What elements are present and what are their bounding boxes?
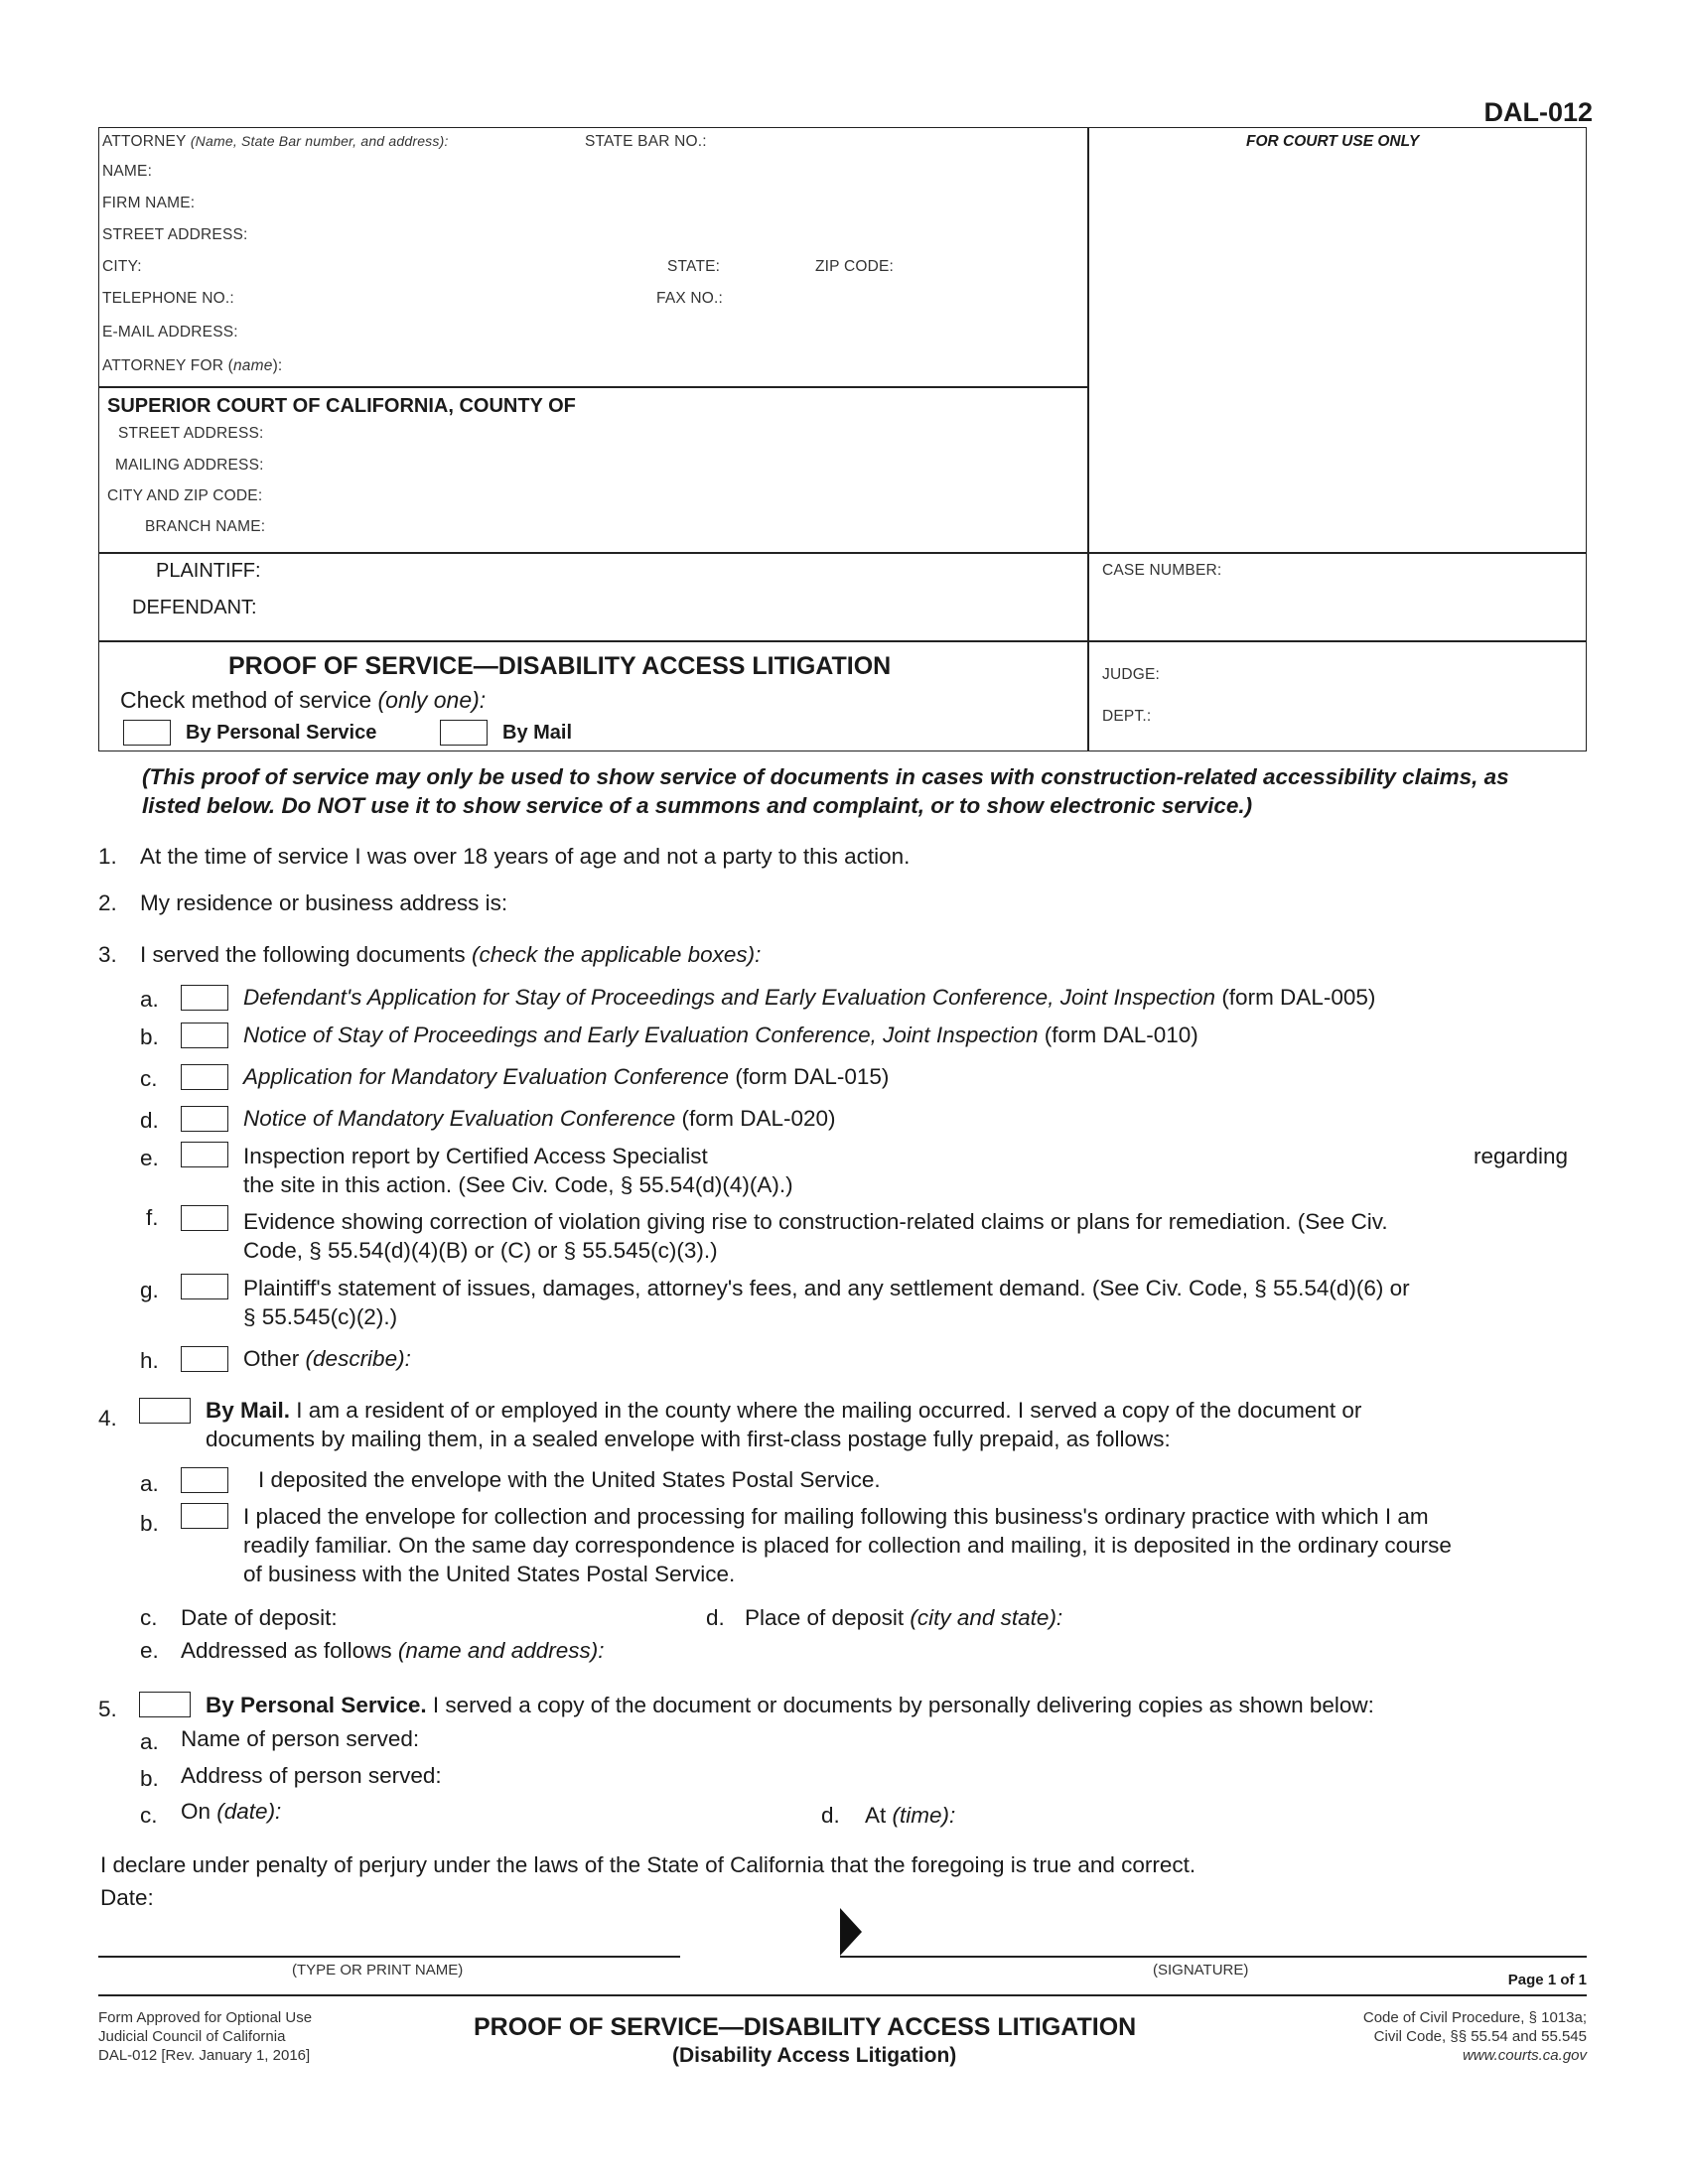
doc-b-text: Notice of Stay of Proceedings and Early Evaluation Conference, Joint Inspection (form DAL-010) bbox=[243, 1023, 1198, 1047]
doc-e-checkbox[interactable] bbox=[181, 1142, 228, 1167]
signature-arrow-icon bbox=[840, 1908, 862, 1961]
doc-f-text-line2: Code, § 55.54(d)(4)(B) or (C) or § 55.545(c)(3).) bbox=[243, 1238, 718, 1263]
doc-b-letter: b. bbox=[140, 1024, 159, 1049]
by-mail-checkbox[interactable] bbox=[139, 1398, 191, 1424]
doc-f-letter: f. bbox=[146, 1205, 159, 1230]
signature-line[interactable] bbox=[840, 1956, 1587, 1958]
footer-left-line3: DAL-012 [Rev. January 1, 2016] bbox=[98, 2047, 311, 2064]
footer-left-line1: Form Approved for Optional Use bbox=[98, 2009, 313, 2026]
email-label[interactable]: E-MAIL ADDRESS: bbox=[102, 324, 238, 341]
court-parties-divider bbox=[98, 552, 1587, 554]
place-of-deposit-label[interactable]: Place of deposit (city and state): bbox=[745, 1605, 1063, 1630]
item-1-text: At the time of service I was over 18 years of age and not a party to this action. bbox=[140, 844, 911, 869]
attorney-state-label[interactable]: STATE: bbox=[667, 258, 721, 275]
doc-g-checkbox[interactable] bbox=[181, 1274, 228, 1299]
doc-h-letter: h. bbox=[140, 1348, 159, 1373]
doc-h-checkbox[interactable] bbox=[181, 1346, 228, 1372]
item-4b-text-line3: of business with the United States Postal Service. bbox=[243, 1562, 736, 1586]
doc-c-letter: c. bbox=[140, 1066, 158, 1091]
doc-f-checkbox[interactable] bbox=[181, 1205, 228, 1231]
item-4-text-line1: By Mail. I am a resident of or employed in the county where the mailing occurred. I served a copy of the document or bbox=[206, 1398, 1362, 1423]
doc-b-checkbox[interactable] bbox=[181, 1023, 228, 1048]
doc-a-text: Defendant's Application for Stay of Proceedings and Early Evaluation Conference, Joint Inspection (form DAL-005) bbox=[243, 985, 1376, 1010]
footer-subtitle: (Disability Access Litigation) bbox=[672, 2044, 957, 2067]
judge-label[interactable]: JUDGE: bbox=[1102, 666, 1161, 683]
declaration-date-label[interactable]: Date: bbox=[100, 1885, 154, 1910]
doc-e-regarding: regarding bbox=[1474, 1144, 1569, 1168]
doc-e-text-line2: the site in this action. (See Civ. Code, § 55.54(d)(4)(A).) bbox=[243, 1172, 793, 1197]
court-mailing-label[interactable]: MAILING ADDRESS: bbox=[115, 457, 264, 474]
doc-a-letter: a. bbox=[140, 987, 159, 1012]
item-4a-letter: a. bbox=[140, 1471, 159, 1496]
form-title: PROOF OF SERVICE—DISABILITY ACCESS LITIGATION bbox=[228, 652, 892, 680]
item-5-number: 5. bbox=[98, 1697, 117, 1721]
fax-label[interactable]: FAX NO.: bbox=[656, 290, 724, 307]
addressed-as-label[interactable]: Addressed as follows (name and address): bbox=[181, 1638, 605, 1663]
case-number-label[interactable]: CASE NUMBER: bbox=[1102, 562, 1222, 579]
doc-e-text: Inspection report by Certified Access Specialist bbox=[243, 1144, 708, 1168]
doc-h-text: Other (describe): bbox=[243, 1346, 411, 1371]
doc-g-letter: g. bbox=[140, 1278, 159, 1302]
footer-rule bbox=[98, 1994, 1587, 1996]
item-1-number: 1. bbox=[98, 844, 117, 869]
footer-left-line2: Judicial Council of California bbox=[98, 2028, 286, 2045]
item-4b-text-line2: readily familiar. On the same day correspondence is placed for collection and mailing, it is deposited in the ordinary course bbox=[243, 1533, 1452, 1558]
item-4-text-line2: documents by mailing them, in a sealed envelope with first-class postage fully prepaid, as follows: bbox=[206, 1427, 1171, 1451]
plaintiff-label[interactable]: PLAINTIFF: bbox=[156, 560, 261, 582]
doc-d-text: Notice of Mandatory Evaluation Conference (form DAL-020) bbox=[243, 1106, 836, 1131]
served-date-label[interactable]: On (date): bbox=[181, 1799, 282, 1824]
served-time-label[interactable]: At (time): bbox=[865, 1803, 956, 1828]
method-personal-checkbox[interactable] bbox=[123, 720, 171, 746]
doc-e-letter: e. bbox=[140, 1146, 159, 1170]
perjury-declaration: I declare under penalty of perjury under the laws of the State of California that the foregoing is true and correct. bbox=[100, 1852, 1196, 1877]
item-4b-checkbox[interactable] bbox=[181, 1503, 228, 1529]
doc-g-text-line1: Plaintiff's statement of issues, damages, attorney's fees, and any settlement demand. (See Civ. Code, § 55.54(d)(6) or bbox=[243, 1276, 1410, 1300]
item-4b-letter: b. bbox=[140, 1511, 159, 1536]
doc-d-checkbox[interactable] bbox=[181, 1106, 228, 1132]
item-4-number: 4. bbox=[98, 1406, 117, 1431]
page-number: Page 1 of 1 bbox=[1507, 1972, 1587, 1988]
parties-title-divider bbox=[98, 640, 1587, 642]
item-4a-checkbox[interactable] bbox=[181, 1467, 228, 1493]
attorney-for-label[interactable]: ATTORNEY FOR (name): bbox=[102, 357, 283, 374]
defendant-label[interactable]: DEFENDANT: bbox=[132, 597, 257, 618]
item-4a-text: I deposited the envelope with the United States Postal Service. bbox=[258, 1467, 881, 1492]
doc-c-checkbox[interactable] bbox=[181, 1064, 228, 1090]
item-3-number: 3. bbox=[98, 942, 117, 967]
attorney-court-divider bbox=[98, 386, 1088, 388]
item-4e-letter: e. bbox=[140, 1638, 159, 1663]
caption-divider bbox=[1087, 127, 1089, 751]
attorney-city-label[interactable]: CITY: bbox=[102, 258, 142, 275]
item-5a-letter: a. bbox=[140, 1729, 159, 1754]
footer-website-link[interactable]: www.courts.ca.gov bbox=[1462, 2047, 1587, 2064]
attorney-street-label[interactable]: STREET ADDRESS: bbox=[102, 226, 248, 243]
method-mail-label: By Mail bbox=[502, 722, 573, 744]
state-bar-label: STATE BAR NO.: bbox=[585, 133, 707, 150]
footer-title: PROOF OF SERVICE—DISABILITY ACCESS LITIGATION bbox=[474, 2013, 1137, 2041]
by-personal-service-checkbox[interactable] bbox=[139, 1692, 191, 1717]
item-2-number: 2. bbox=[98, 890, 117, 915]
check-method-label: Check method of service (only one): bbox=[120, 687, 487, 713]
item-4d-letter: d. bbox=[706, 1605, 725, 1630]
court-use-heading: FOR COURT USE ONLY bbox=[1246, 133, 1420, 150]
person-served-address-label[interactable]: Address of person served: bbox=[181, 1763, 442, 1788]
item-4b-text-line1: I placed the envelope for collection and processing for mailing following this business's ordinary practice with which I am bbox=[243, 1504, 1429, 1529]
attorney-heading: ATTORNEY (Name, State Bar number, and address): bbox=[102, 133, 449, 150]
doc-f-text-line1: Evidence showing correction of violation giving rise to construction-related claims or plans for remediation. (See Civ. bbox=[243, 1209, 1388, 1234]
usage-notice: (This proof of service may only be used to show service of documents in cases with construction-related accessibility claims, as listed below. Do NOT use it to show service of a summons and complaint, or to show electronic service.) bbox=[142, 764, 1509, 818]
form-id: DAL-012 bbox=[1483, 97, 1593, 127]
court-street-label[interactable]: STREET ADDRESS: bbox=[118, 425, 264, 442]
attorney-name-label[interactable]: NAME: bbox=[102, 163, 153, 180]
print-name-line[interactable] bbox=[98, 1956, 680, 1958]
signature-caption: (SIGNATURE) bbox=[1153, 1962, 1249, 1979]
court-title: SUPERIOR COURT OF CALIFORNIA, COUNTY OF bbox=[107, 395, 576, 417]
attorney-zip-label[interactable]: ZIP CODE: bbox=[815, 258, 895, 275]
dept-label[interactable]: DEPT.: bbox=[1102, 708, 1152, 725]
telephone-label[interactable]: TELEPHONE NO.: bbox=[102, 290, 234, 307]
court-cityzip-label[interactable]: CITY AND ZIP CODE: bbox=[107, 487, 263, 504]
date-of-deposit-label[interactable]: Date of deposit: bbox=[181, 1605, 338, 1630]
item-2-text: My residence or business address is: bbox=[140, 890, 508, 915]
item-5c-letter: c. bbox=[140, 1803, 158, 1828]
method-mail-checkbox[interactable] bbox=[440, 720, 488, 746]
firm-name-label[interactable]: FIRM NAME: bbox=[102, 195, 196, 211]
doc-g-text-line2: § 55.545(c)(2).) bbox=[243, 1304, 398, 1329]
item-5d-letter: d. bbox=[821, 1803, 840, 1828]
item-5-text: By Personal Service. I served a copy of the document or documents by personally delivering copies as shown below: bbox=[206, 1693, 1374, 1717]
footer-right-line2: Civil Code, §§ 55.54 and 55.545 bbox=[1373, 2028, 1587, 2045]
method-personal-label: By Personal Service bbox=[186, 722, 377, 744]
item-5b-letter: b. bbox=[140, 1766, 159, 1791]
court-branch-label[interactable]: BRANCH NAME: bbox=[145, 518, 266, 535]
print-name-caption: (TYPE OR PRINT NAME) bbox=[292, 1962, 464, 1979]
doc-a-checkbox[interactable] bbox=[181, 985, 228, 1011]
doc-c-text: Application for Mandatory Evaluation Conference (form DAL-015) bbox=[243, 1064, 890, 1089]
footer-right-line1: Code of Civil Procedure, § 1013a; bbox=[1362, 2009, 1587, 2026]
person-served-name-label[interactable]: Name of person served: bbox=[181, 1726, 420, 1751]
item-4c-letter: c. bbox=[140, 1605, 158, 1630]
doc-d-letter: d. bbox=[140, 1108, 159, 1133]
item-3-text: I served the following documents (check the applicable boxes): bbox=[140, 942, 762, 967]
